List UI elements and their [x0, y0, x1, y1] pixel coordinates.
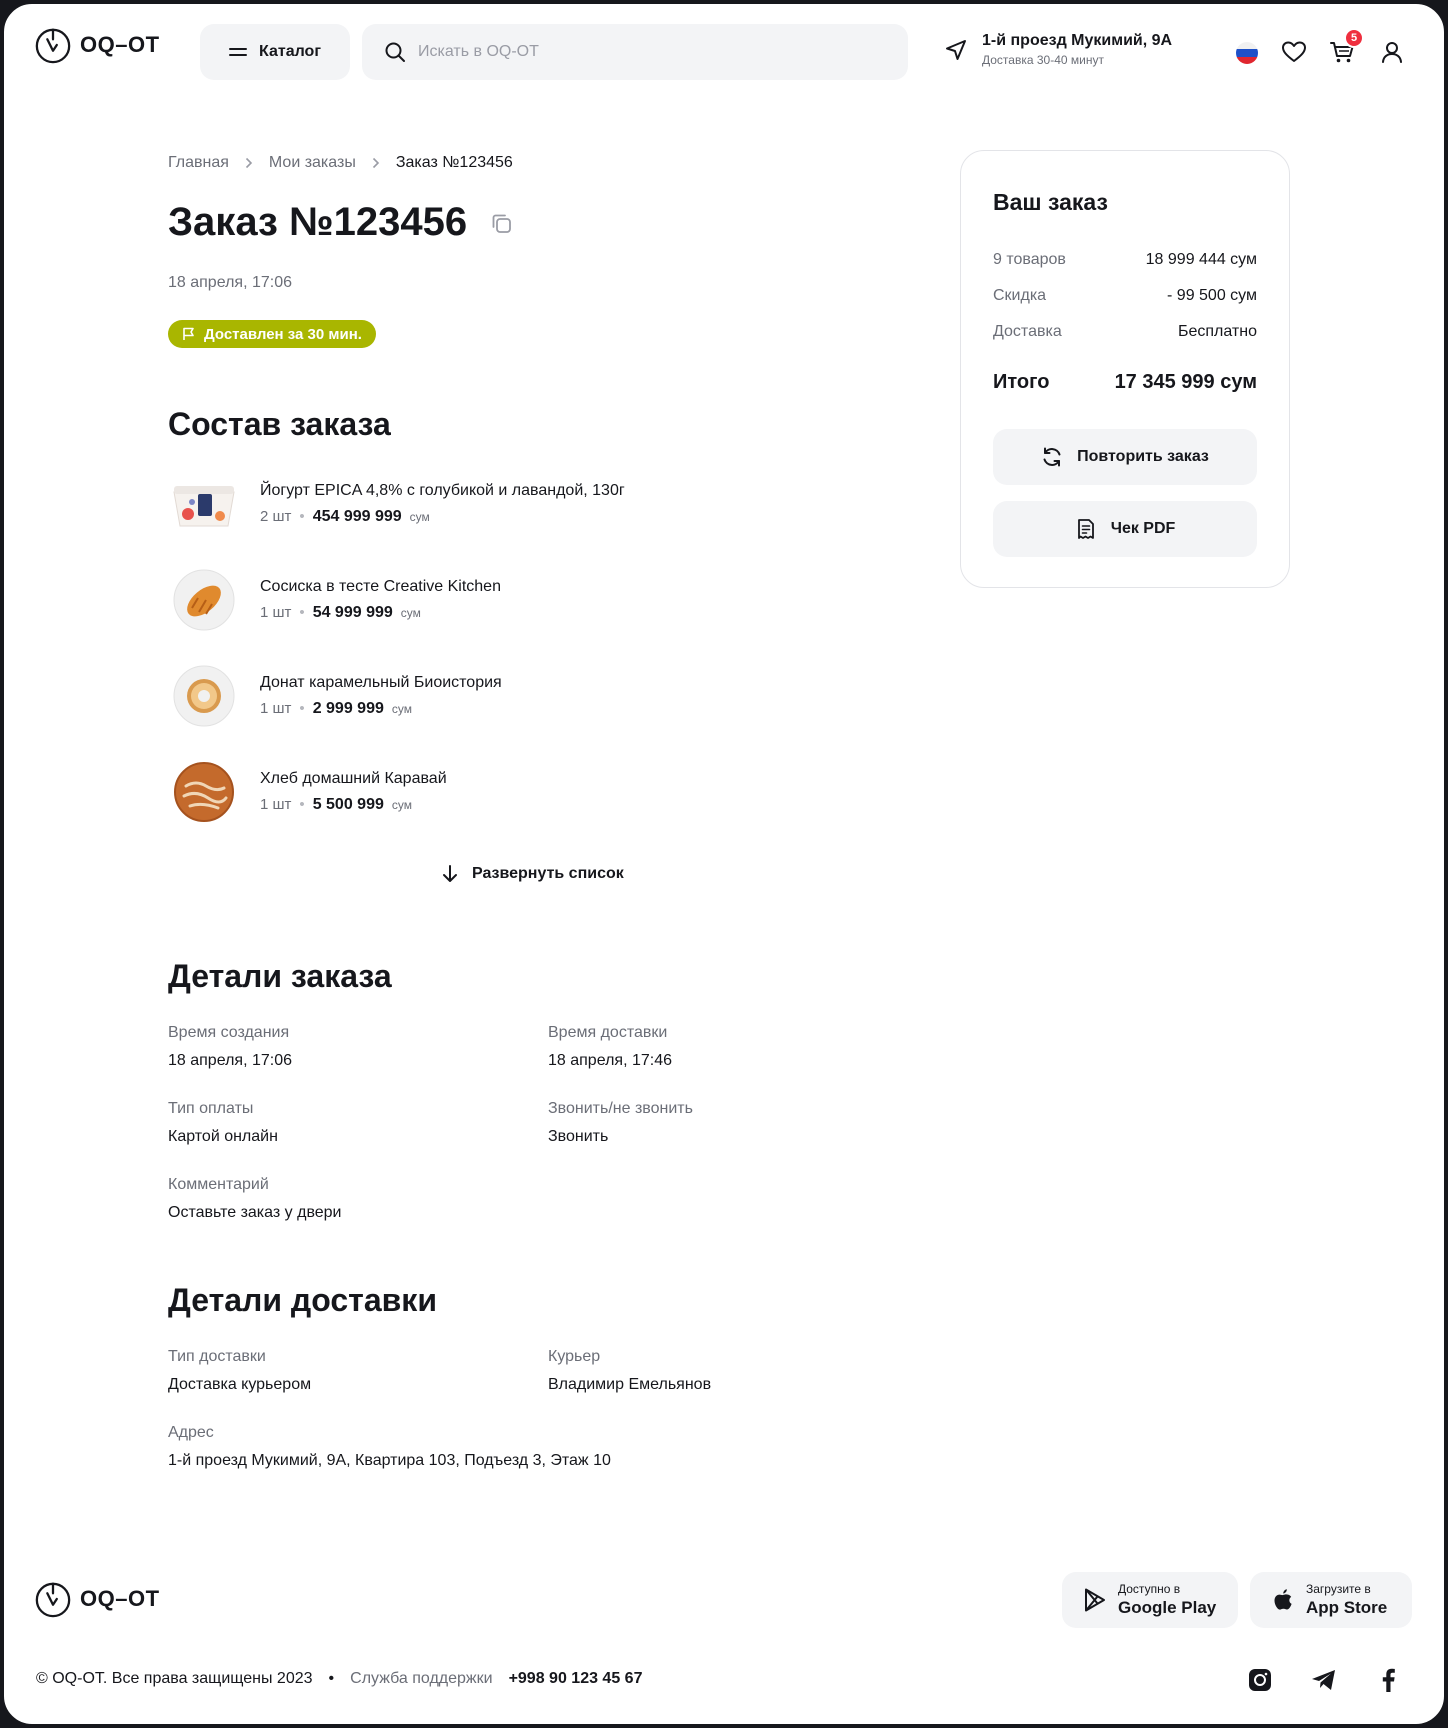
repeat-order-label: Повторить заказ — [1077, 448, 1209, 465]
footer-logo-text: OQ–OT — [80, 1586, 160, 1611]
yogurt-image — [168, 468, 240, 540]
status-text: Доставлен за 30 мин. — [204, 325, 362, 343]
google-play-big: Google Play — [1118, 1598, 1217, 1617]
field-value: 1-й проезд Мукимий, 9А, Квартира 103, Подъезд 3, Этаж 10 — [168, 1452, 611, 1469]
google-play-small: Доступно в — [1118, 1582, 1181, 1596]
user-icon[interactable] — [1378, 38, 1406, 66]
bread-image — [168, 756, 240, 828]
breadcrumb-orders[interactable]: Мои заказы — [268, 154, 356, 171]
address-text: 1-й проезд Мукимий, 9А — [982, 32, 1173, 49]
field-label: Адрес — [168, 1424, 214, 1441]
search-icon — [384, 41, 406, 63]
item-name: Йогурт EPICA 4,8% с голубикой и лавандой, 130г — [260, 482, 625, 499]
item-qty: 2 шт — [260, 508, 292, 525]
page-title-row — [168, 200, 513, 245]
facebook-icon[interactable] — [1374, 1666, 1402, 1694]
support-phone[interactable]: +998 90 123 45 67 — [508, 1670, 643, 1687]
sausage-roll-image — [168, 564, 240, 636]
refresh-icon — [1041, 446, 1063, 468]
copyright-text: © OQ-OT. Все права защищены 2023 — [36, 1670, 313, 1687]
arrow-down-icon — [442, 864, 458, 884]
donut-image — [168, 660, 240, 732]
item-qty: 1 шт — [260, 700, 292, 717]
expand-list-button[interactable] — [442, 864, 624, 884]
logo-mark-icon — [34, 1580, 72, 1618]
status-badge — [168, 320, 376, 348]
app-store-button[interactable] — [1250, 1572, 1412, 1628]
item-qty: 1 шт — [260, 796, 292, 813]
logo[interactable] — [34, 26, 160, 64]
breadcrumb-current: Заказ №123456 — [395, 154, 513, 171]
delivery-time-text: Доставка 30-40 минут — [982, 53, 1104, 67]
support-link[interactable]: Служба поддержки — [350, 1670, 493, 1687]
field-value: Оставьте заказ у двери — [168, 1204, 342, 1221]
receipt-pdf-label: Чек PDF — [1110, 520, 1176, 537]
comment-field — [168, 1176, 342, 1222]
field-label: Тип доставки — [168, 1348, 266, 1365]
google-play-icon — [1084, 1588, 1106, 1612]
footer-bottom — [36, 1670, 642, 1688]
item-price: 5 500 999 — [312, 796, 384, 813]
field-value: Доставка курьером — [168, 1376, 312, 1393]
item-currency: сум — [391, 702, 412, 716]
list-item[interactable]: Йогурт EPICA 4,8% с голубикой и лавандой, 130г 2 шт • 454 999 999 сум — [168, 468, 728, 540]
item-currency: сум — [409, 510, 430, 524]
order-date: 18 апреля, 17:06 — [168, 274, 292, 291]
russia-flag-icon[interactable] — [1236, 42, 1258, 64]
item-price: 54 999 999 — [312, 604, 393, 621]
chevron-right-icon — [372, 157, 380, 169]
delivery-address[interactable] — [944, 32, 1172, 67]
chevron-right-icon — [245, 157, 253, 169]
item-currency: сум — [391, 798, 412, 812]
item-qty: 1 шт — [260, 604, 292, 621]
payment-type-field — [168, 1100, 278, 1146]
order-details-heading: Детали заказа — [168, 958, 392, 994]
search-input[interactable] — [418, 43, 818, 61]
field-label: Время создания — [168, 1024, 290, 1041]
catalog-label: Каталог — [259, 43, 321, 60]
instagram-icon[interactable] — [1246, 1666, 1274, 1694]
field-label: Комментарий — [168, 1176, 269, 1193]
menu-icon — [229, 45, 247, 59]
order-summary-card — [960, 150, 1290, 588]
catalog-button[interactable] — [200, 24, 350, 80]
page-title: Заказ №123456 — [168, 200, 468, 244]
heart-icon[interactable] — [1280, 38, 1308, 66]
field-label: Курьер — [548, 1348, 601, 1365]
delivery-time-field — [548, 1024, 672, 1070]
breadcrumb-home[interactable]: Главная — [168, 154, 229, 171]
item-currency: сум — [400, 606, 421, 620]
address-field — [168, 1424, 611, 1470]
telegram-icon[interactable] — [1310, 1666, 1338, 1694]
repeat-order-button[interactable] — [993, 429, 1257, 485]
logo-mark-icon — [34, 26, 72, 64]
expand-list-label: Развернуть список — [472, 865, 624, 882]
footer-separator: • — [328, 1670, 335, 1687]
item-price: 454 999 999 — [312, 508, 402, 525]
field-label: Тип оплаты — [168, 1100, 254, 1117]
search-bar[interactable] — [362, 24, 908, 80]
google-play-button[interactable] — [1062, 1572, 1238, 1628]
delivery-type-field — [168, 1348, 311, 1394]
field-label: Время доставки — [548, 1024, 668, 1041]
summary-title: Ваш заказ — [993, 189, 1108, 215]
item-name: Хлеб домашний Каравай — [260, 770, 447, 787]
composition-heading: Состав заказа — [168, 406, 391, 442]
list-item[interactable]: Сосиска в тесте Creative Kitchen 1 шт • 54 999 999 сум — [168, 564, 728, 636]
flag-icon — [182, 327, 196, 341]
apple-icon — [1272, 1588, 1294, 1612]
copy-icon[interactable] — [489, 211, 513, 235]
field-value: 18 апреля, 17:46 — [548, 1052, 672, 1069]
summary-items-row: 9 товаров 18 999 444 сум — [993, 251, 1257, 268]
call-preference-field — [548, 1100, 693, 1146]
field-value: 18 апреля, 17:06 — [168, 1052, 292, 1069]
field-value: Картой онлайн — [168, 1128, 278, 1145]
cart-badge: 5 — [1344, 28, 1364, 48]
logo-text: OQ–OT — [80, 32, 160, 57]
receipt-icon — [1075, 518, 1097, 540]
item-name: Сосиска в тесте Creative Kitchen — [260, 578, 501, 595]
app-store-big: App Store — [1306, 1598, 1388, 1617]
summary-discount-row: Скидка - 99 500 сум — [993, 287, 1257, 304]
courier-field — [548, 1348, 711, 1394]
item-name: Донат карамельный Биоистория — [260, 674, 502, 691]
app-store-small: Загрузите в — [1306, 1582, 1371, 1596]
delivery-details-heading: Детали доставки — [168, 1282, 437, 1318]
list-item[interactable]: Хлеб домашний Каравай 1 шт • 5 500 999 сум — [168, 756, 728, 828]
field-value: Звонить — [548, 1128, 609, 1145]
summary-total-row: Итого 17 345 999 сум — [993, 371, 1257, 393]
field-label: Звонить/не звонить — [548, 1100, 693, 1117]
location-arrow-icon — [944, 38, 968, 62]
item-price: 2 999 999 — [312, 700, 384, 717]
field-value: Владимир Емельянов — [548, 1376, 712, 1393]
breadcrumb — [168, 154, 513, 172]
list-item[interactable]: Донат карамельный Биоистория 1 шт • 2 999 999 сум — [168, 660, 728, 732]
footer-logo[interactable] — [34, 1580, 160, 1618]
receipt-pdf-button[interactable] — [993, 501, 1257, 557]
created-time-field — [168, 1024, 292, 1070]
summary-delivery-row: Доставка Бесплатно — [993, 323, 1257, 340]
header — [4, 4, 1444, 100]
